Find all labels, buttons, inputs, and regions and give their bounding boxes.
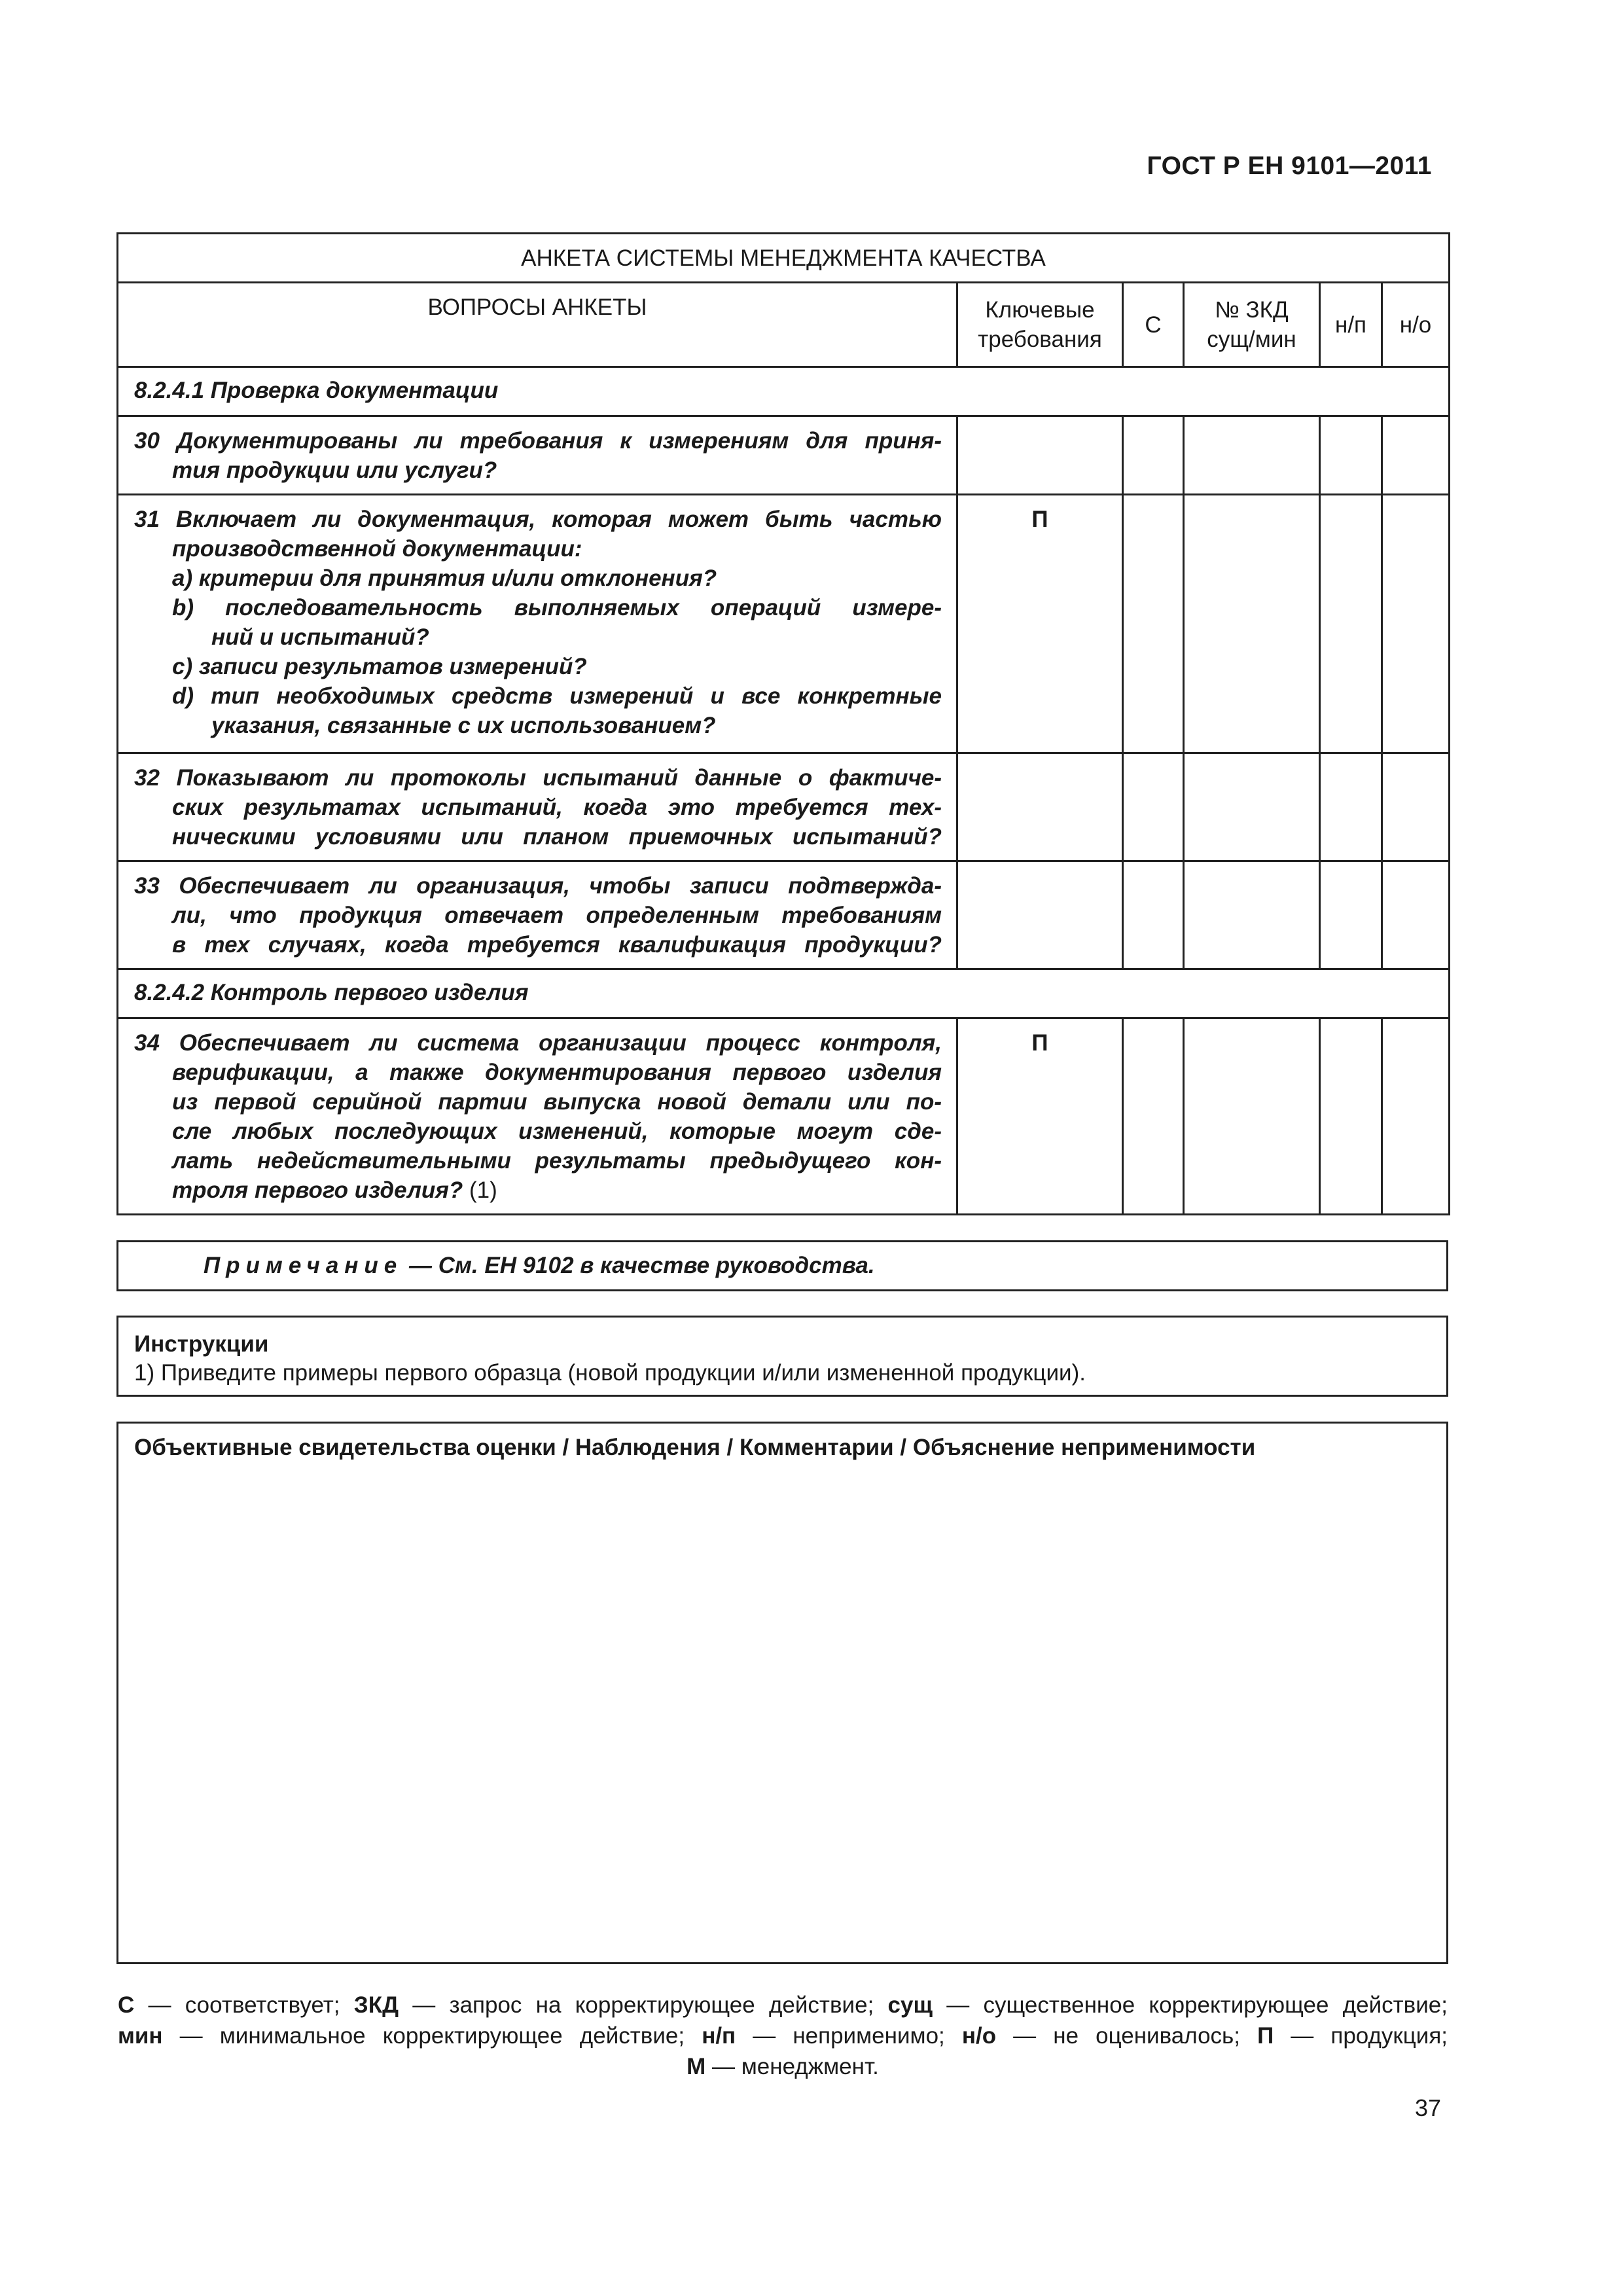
question-34 [118, 1018, 957, 1215]
table-row [118, 1018, 1450, 1215]
question-line: лать недействительными результаты предыдущего кон- [172, 1148, 942, 1174]
questionnaire-table [116, 232, 1450, 1215]
question-line: в тех случаях, когда требуется квалификация продукции? [172, 932, 942, 958]
legend-abbr: мин [118, 2023, 163, 2049]
question-33 [118, 861, 957, 969]
table-row [118, 495, 1450, 753]
c-cell [1123, 495, 1184, 753]
question-line: ний и испытаний? [211, 624, 429, 650]
legend [118, 1990, 1448, 2082]
question-line: 31 Включает ли документация, которая может быть частью [134, 507, 942, 532]
table-title: АНКЕТА СИСТЕМЫ МЕНЕДЖМЕНТА КАЧЕСТВА [118, 234, 1450, 283]
question-line-with-ref [134, 1175, 942, 1205]
zkd-cell [1184, 416, 1320, 495]
section-heading: 8.2.4.1 Проверка документации [118, 367, 1450, 416]
zkd-cell [1184, 495, 1320, 753]
table-row [118, 753, 1450, 861]
note-label: Примечание [204, 1253, 403, 1278]
question-line: c) записи результатов измерений? [172, 654, 587, 679]
legend-text: — не оценивалось; [996, 2023, 1258, 2049]
legend-abbr: ЗКД [353, 1992, 399, 2018]
no-cell [1382, 495, 1450, 753]
question-31 [118, 495, 957, 753]
col-header-zkd [1184, 283, 1320, 367]
col-header-key-line2: требования [978, 327, 1102, 352]
legend-text: — соответствует; [134, 1992, 354, 2018]
no-cell [1382, 1018, 1450, 1215]
col-header-key-line1: Ключевые [985, 297, 1095, 323]
c-cell [1123, 753, 1184, 861]
legend-text: — неприменимо; [736, 2023, 962, 2049]
legend-abbr: н/п [702, 2023, 736, 2049]
no-cell [1382, 753, 1450, 861]
question-line: 30 Документированы ли требования к измерениям для приня- [134, 428, 942, 454]
question-line: из первой серийной партии выпуска новой детали или по- [172, 1089, 942, 1115]
legend-abbr: С [118, 1992, 135, 2018]
table-row [118, 861, 1450, 969]
key-requirement-cell [957, 753, 1123, 861]
col-header-no: н/о [1382, 283, 1450, 367]
question-line: 34 Обеспечивает ли система организации процесс контроля, [134, 1030, 942, 1056]
key-requirement-cell [957, 416, 1123, 495]
question-line: ли, что продукция отвечает определенным требованиям [172, 903, 942, 928]
table-title-row [118, 234, 1450, 283]
legend-text: — продукция; [1274, 2023, 1448, 2049]
np-cell [1320, 753, 1382, 861]
legend-abbr: сущ [887, 1992, 933, 2018]
legend-text: — минимальное корректирующее действие; [162, 2023, 702, 2049]
np-cell [1320, 495, 1382, 753]
note-box [116, 1240, 1448, 1291]
col-header-questions: ВОПРОСЫ АНКЕТЫ [118, 283, 957, 367]
question-line: ническими условиями или планом приемочных испытаний? [172, 824, 942, 850]
instruction-item: 1) Приведите примеры первого образца (новой продукции и/или измененной продукции). [134, 1360, 1086, 1386]
legend-text: — существенное корректирующее действие; [933, 1992, 1448, 2018]
no-cell [1382, 861, 1450, 969]
table-row [118, 416, 1450, 495]
standard-code: ГОСТ Р ЕН 9101—2011 [1147, 152, 1432, 180]
zkd-cell [1184, 861, 1320, 969]
key-requirement-cell [957, 861, 1123, 969]
section-heading: 8.2.4.2 Контроль первого изделия [118, 969, 1450, 1018]
c-cell [1123, 861, 1184, 969]
question-line: сле любых последующих изменений, которые могут сде- [172, 1119, 942, 1144]
question-line: b) последовательность выполняемых операций измере- [172, 595, 942, 620]
col-header-c: С [1123, 283, 1184, 367]
instructions-box [116, 1316, 1448, 1397]
col-header-zkd-line2: сущ/мин [1207, 327, 1296, 352]
zkd-cell [1184, 753, 1320, 861]
col-header-zkd-line1: № ЗКД [1215, 297, 1289, 323]
legend-abbr: М [687, 2054, 706, 2079]
question-line: производственной документации: [172, 536, 582, 562]
col-header-key-requirements [957, 283, 1123, 367]
question-line: a) критерии для принятия и/или отклонения? [172, 565, 717, 591]
question-line: троля первого изделия? [172, 1177, 463, 1203]
evidence-title: Объективные свидетельства оценки / Наблюдения / Комментарии / Объяснение неприменимости [134, 1435, 1256, 1460]
legend-abbr: П [1257, 2023, 1274, 2049]
np-cell [1320, 1018, 1382, 1215]
no-cell [1382, 416, 1450, 495]
legend-line [118, 2051, 1448, 2082]
instruction-reference: (1) [463, 1177, 497, 1203]
question-line: верификации, а также документирования первого изделия [172, 1060, 942, 1085]
question-30 [118, 416, 957, 495]
question-line: указания, связанные с их использованием? [211, 713, 716, 738]
legend-line [118, 1990, 1448, 2020]
table-header-row [118, 283, 1450, 367]
c-cell [1123, 1018, 1184, 1215]
evidence-box[interactable] [116, 1422, 1448, 1964]
key-requirement-cell: П [957, 495, 1123, 753]
question-line: 33 Обеспечивает ли организация, чтобы записи подтвержда- [134, 873, 942, 899]
instructions-title: Инструкции [134, 1331, 269, 1357]
c-cell [1123, 416, 1184, 495]
legend-abbr: н/о [961, 2023, 997, 2049]
np-cell [1320, 861, 1382, 969]
legend-line [118, 2020, 1448, 2051]
question-line: ских результатах испытаний, когда это требуется тех- [172, 795, 942, 820]
note-text: — См. ЕН 9102 в качестве руководства. [402, 1253, 875, 1278]
page-number: 37 [1414, 2094, 1441, 2121]
legend-text: — менеджмент. [705, 2054, 879, 2079]
question-32 [118, 753, 957, 861]
col-header-np: н/п [1320, 283, 1382, 367]
zkd-cell [1184, 1018, 1320, 1215]
question-line: d) тип необходимых средств измерений и все конкретные [172, 683, 942, 709]
section-row [118, 367, 1450, 416]
question-line: 32 Показывают ли протоколы испытаний данные о фактиче- [134, 765, 942, 791]
section-row [118, 969, 1450, 1018]
question-line: тия продукции или услуги? [172, 457, 497, 483]
np-cell [1320, 416, 1382, 495]
legend-text: — запрос на корректирующее действие; [399, 1992, 888, 2018]
key-requirement-cell: П [957, 1018, 1123, 1215]
